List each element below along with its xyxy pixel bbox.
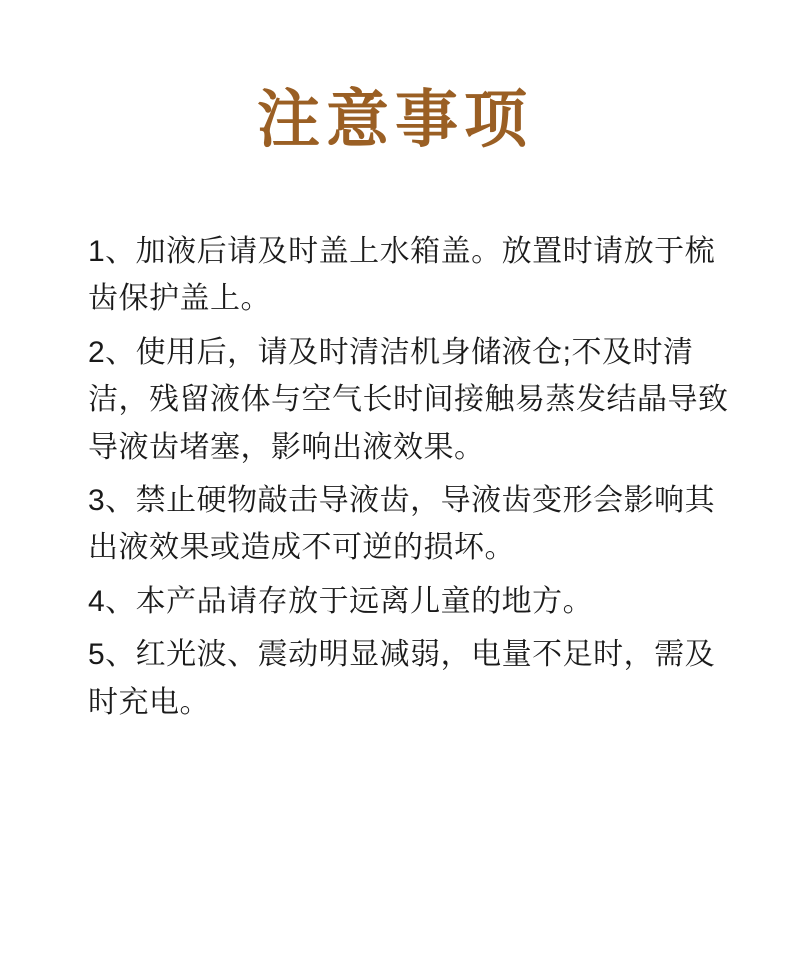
list-item: 4、本产品请存放于远离儿童的地方。 [88, 584, 594, 618]
list-item: 2、使用后，请及时清洁机身储液仓;不及时清洁，残留液体与空气长时间接触易蒸发结晶导致导液齿堵塞，影响出液效果。 [88, 335, 729, 464]
list-item: 3、禁止硬物敲击导液齿，导液齿变形会影响其出液效果或造成不可逆的损坏。 [88, 483, 716, 565]
list-item: 5、红光波、震动明显减弱，电量不足时，需及时充电。 [88, 638, 716, 719]
notes-list [88, 228, 730, 732]
list-item: 1、加液后请及时盖上水箱盖。放置时请放于梳齿保护盖上。 [88, 235, 716, 316]
page-title: 注意事项 [257, 85, 533, 155]
